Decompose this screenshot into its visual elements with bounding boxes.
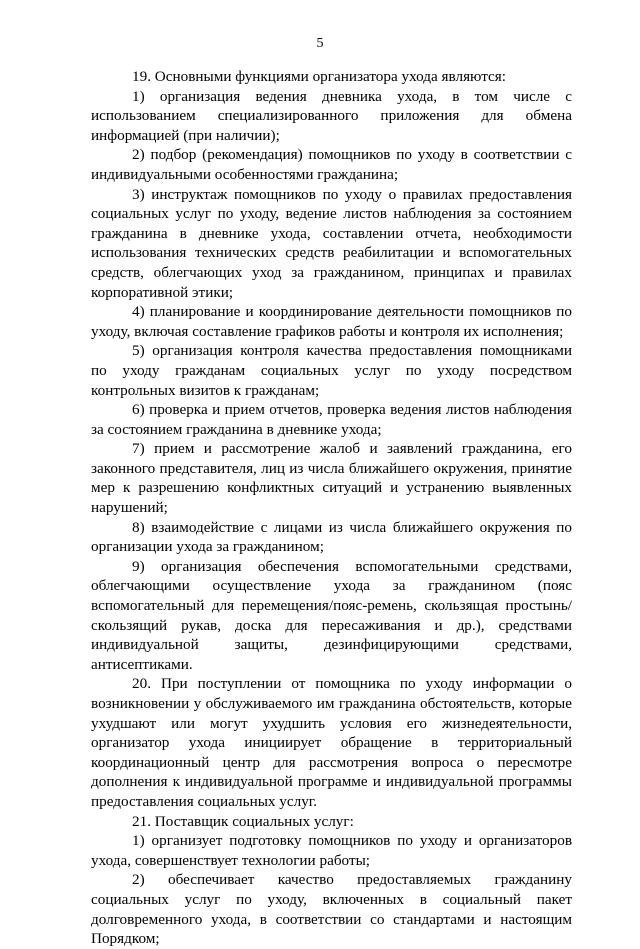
paragraph-19-item-2: 2) подбор (рекомендация) помощников по уходу в соответствии с индивидуальными особенностями гражданина;	[91, 146, 572, 183]
paragraph-19-item-8: 8) взаимодействие с лицами из числа ближайшего окружения по организации ухода за гражданином;	[91, 518, 572, 556]
paragraph-20: 20. При поступлении от помощника по уходу информации о возникновении у обслуживаемого им гражданина обстоятельств, которые ухудшают или могут ухудшить условия его жизнедеятельности, организатор ухода инициирует обращение в территориальный координационный центр для рассмотрения вопроса о пересмотре дополнения к индивидуальной программе и индивидуальной программы предоставления социальных услуг.	[91, 675, 572, 810]
paragraph-19-item-6: 6) проверка и прием отчетов, проверка ведения листов наблюдения за состоянием гражданина в дневнике ухода;	[91, 401, 572, 438]
paragraph-19-item-4: 4) планирование и координирование деятельности помощников по уходу, включая составление графиков работы и контроля их исполнения;	[91, 303, 572, 340]
document-body	[91, 67, 572, 949]
paragraph-19-item-9: 9) организация обеспечения вспомогательными средствами, облегчающими осуществление ухода за гражданином (пояс вспомогательный для перемещения/пояс-ремень, скользящая простынь/скользящий рукав, доска для пересаживания и др.), средствами индивидуальной защиты, дезинфицирующими средствами, антисептиками.	[91, 557, 572, 673]
paragraph-19-item-5: 5) организация контроля качества предоставления помощниками по уходу гражданам социальных услуг по уходу посредством контрольных визитов к гражданам;	[91, 342, 572, 399]
paragraph-21-item-2: 2) обеспечивает качество предоставляемых гражданину социальных услуг по уходу, включенных в социальный пакет долговременного ухода, в соответствии со стандартами и настоящим Порядком;	[91, 871, 572, 948]
paragraph-19-heading: 19. Основными функциями организатора ухода являются:	[132, 68, 506, 85]
page-number: 5	[316, 36, 324, 51]
paragraph-19-item-1: 1) организация ведения дневника ухода, в том числе с использованием специализированного приложения для обмена информацией (при наличии);	[91, 87, 572, 144]
paragraph-21-heading: 21. Поставщик социальных услуг:	[132, 812, 354, 830]
paragraph-21-item-1: 1) организует подготовку помощников по уходу и организаторов ухода, совершенствует технологии работы;	[91, 832, 572, 869]
paragraph-19-item-3: 3) инструктаж помощников по уходу о правилах предоставления социальных услуг по уходу, ведение листов наблюдения за состоянием гражданина в дневнике ухода, составлении отчета, необходимости использования технических средств реабилитации и вспомогательных средств, облегчающих уход за гражданином, принципах и правилах корпоративной этики;	[91, 185, 572, 301]
paragraph-19-item-7: 7) прием и рассмотрение жалоб и заявлений гражданина, его законного представителя, лиц из числа ближайшего окружения, принятие мер к разрешению конфликтных ситуаций и устранению выявленных нарушений;	[91, 440, 572, 517]
